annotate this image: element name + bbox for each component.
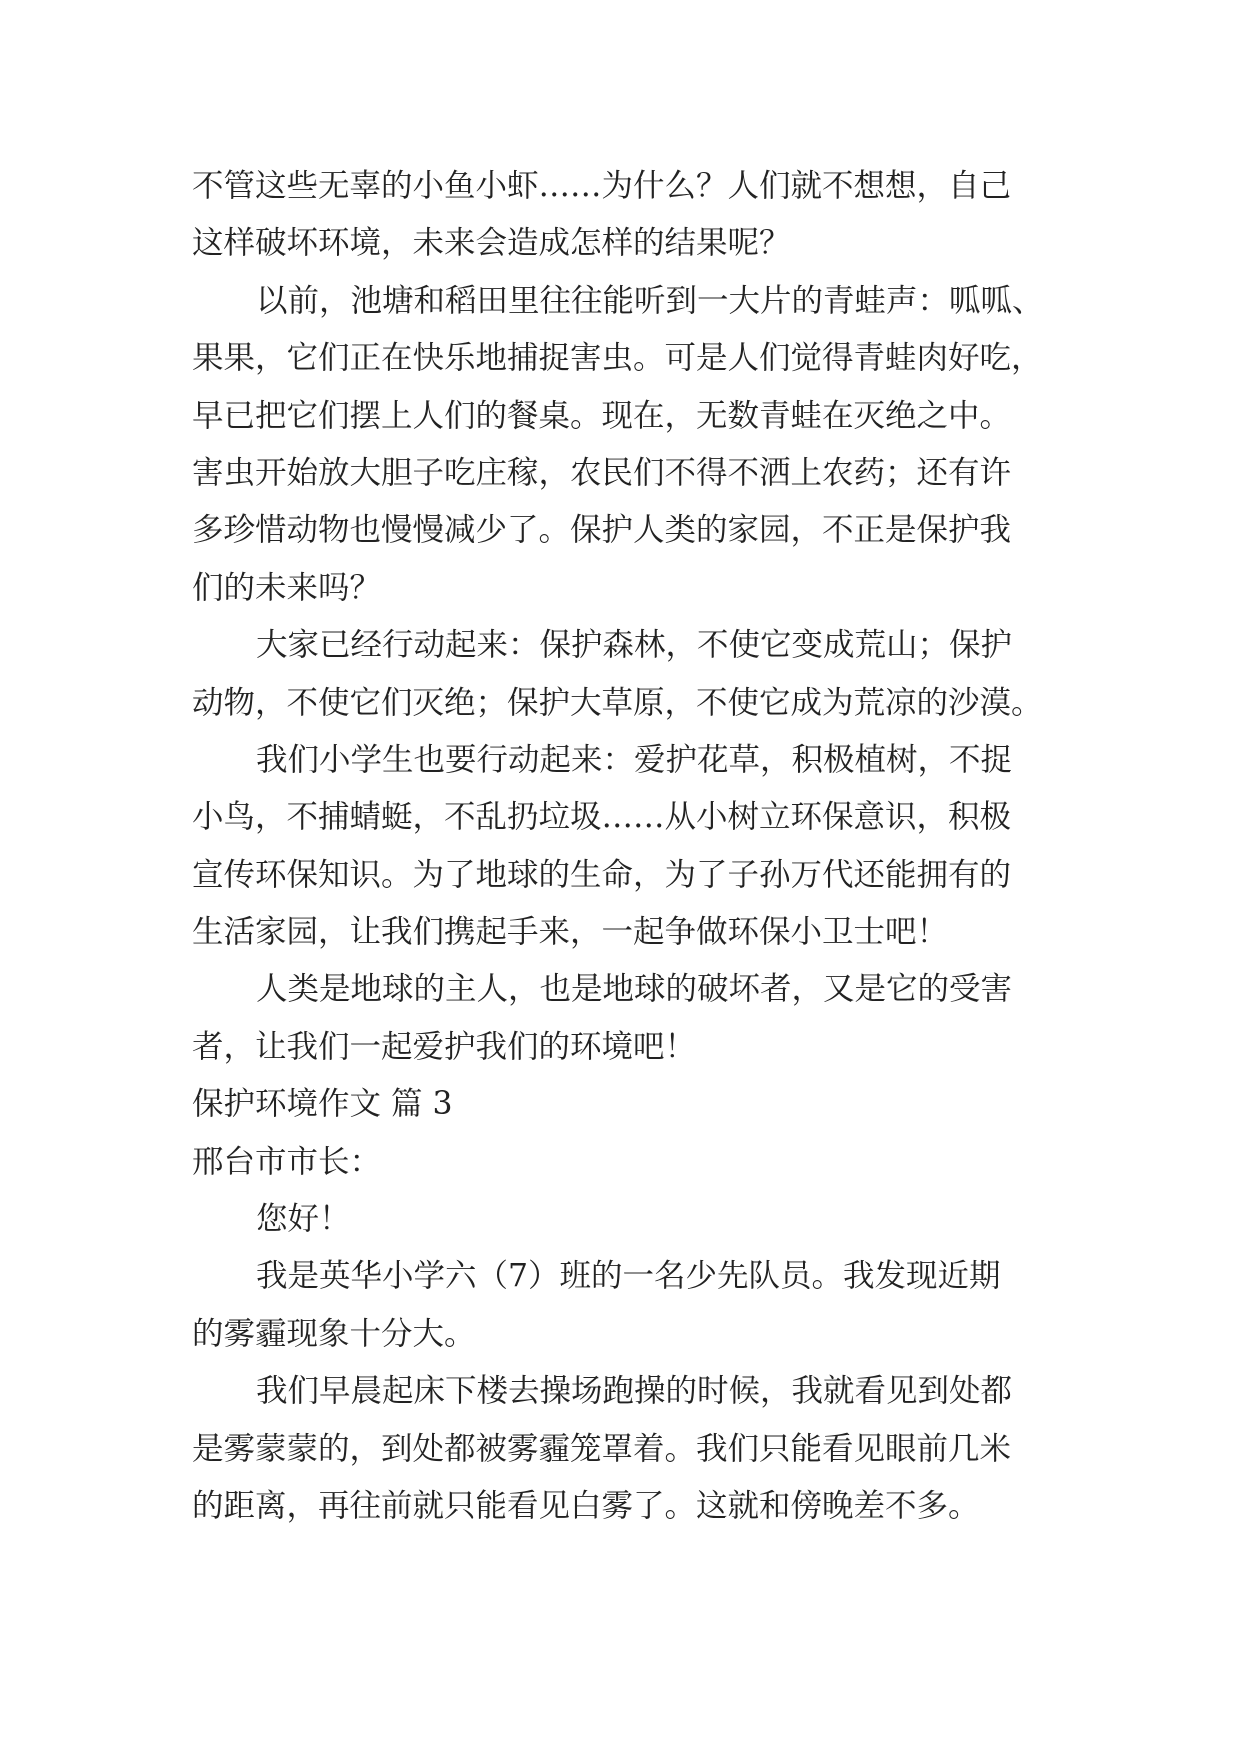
paragraph-start-line: 我们早晨起床下楼去操场跑操的时候，我就看见到处都	[256, 1373, 1013, 1410]
paragraph-start-line: 我是英华小学六（7）班的一名少先队员。我发现近期	[256, 1258, 1001, 1295]
text-line: 小鸟，不捕蜻蜓，不乱扔垃圾……从小树立环保意识，积极	[192, 799, 1012, 836]
text-line: 这样破坏环境，未来会造成怎样的结果呢？	[192, 225, 791, 262]
letter-salutation: 邢台市市长：	[192, 1143, 382, 1180]
letter-greeting: 您好！	[256, 1201, 351, 1238]
text-line: 者，让我们一起爱护我们的环境吧！	[192, 1028, 697, 1065]
section-heading: 保护环境作文 篇 3	[192, 1086, 453, 1123]
text-line: 们的未来吗？	[192, 569, 382, 606]
text-line: 动物，不使它们灭绝；保护大草原，不使它成为荒凉的沙漠。	[192, 684, 1043, 721]
text-line: 是雾蒙蒙的，到处都被雾霾笼罩着。我们只能看见眼前几米	[192, 1430, 1012, 1467]
text-line: 宣传环保知识。为了地球的生命，为了子孙万代还能拥有的	[192, 856, 1012, 893]
text-line: 多珍惜动物也慢慢减少了。保护人类的家园，不正是保护我	[192, 512, 1012, 549]
text-line: 不管这些无辜的小鱼小虾……为什么？人们就不想想，自己	[192, 168, 1012, 204]
paragraph-start-line: 大家已经行动起来：保护森林，不使它变成荒山；保护	[256, 627, 1013, 664]
paragraph-start-line: 人类是地球的主人，也是地球的破坏者，又是它的受害	[256, 971, 1013, 1008]
paragraph-start-line: 以前，池塘和稻田里往往能听到一大片的青蛙声：呱呱、	[256, 282, 1044, 319]
paragraph-start-line: 我们小学生也要行动起来：爱护花草，积极植树，不捉	[256, 741, 1013, 778]
text-line: 早已把它们摆上人们的餐桌。现在，无数青蛙在灭绝之中。	[192, 397, 1012, 434]
text-line: 的雾霾现象十分大。	[192, 1315, 476, 1352]
text-line: 果果，它们正在快乐地捕捉害虫。可是人们觉得青蛙肉好吃，	[192, 340, 1043, 377]
document-body	[192, 158, 1052, 1535]
text-line: 生活家园，让我们携起手来，一起争做环保小卫士吧！	[192, 914, 949, 951]
text-line: 的距离，再往前就只能看见白雾了。这就和傍晚差不多。	[192, 1487, 980, 1524]
text-line: 害虫开始放大胆子吃庄稼，农民们不得不洒上农药；还有许	[192, 454, 1012, 491]
